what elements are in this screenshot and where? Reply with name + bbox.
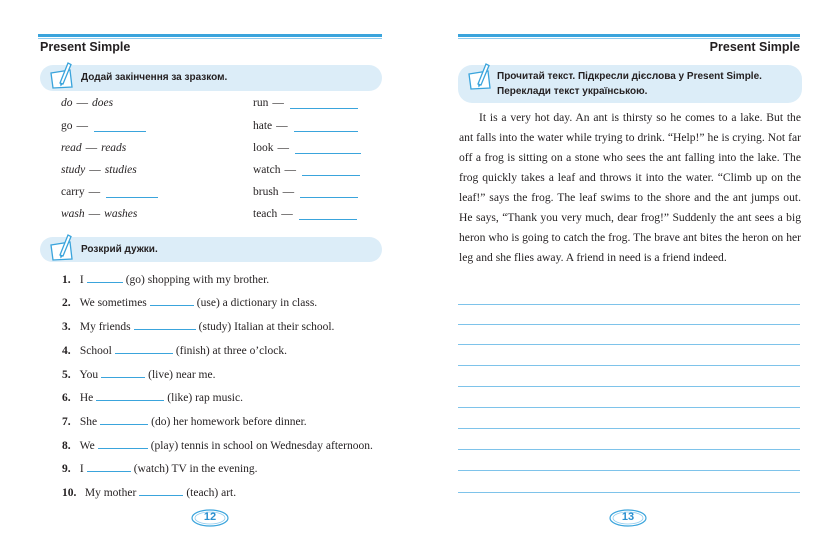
answer-blank[interactable] <box>87 272 123 283</box>
task-instruction-bar <box>40 237 382 262</box>
writing-line[interactable] <box>458 324 800 325</box>
exercise-item: 10. My mother (teach) art. <box>62 487 237 499</box>
page-number: 12 <box>190 508 230 528</box>
task-instruction: Розкрий дужки. <box>81 244 158 255</box>
pencil-paper-icon <box>46 233 76 263</box>
answer-blank[interactable] <box>139 485 183 496</box>
example-item: read — reads <box>61 142 127 154</box>
answer-blank[interactable] <box>98 438 148 449</box>
answer-blank[interactable] <box>294 120 358 132</box>
exercise-item: 4. School (finish) at three o’clock. <box>62 345 287 357</box>
example-item: go — <box>61 120 146 132</box>
example-item: look — <box>253 142 361 154</box>
exercise-item: 3. My friends (study) Italian at their school. <box>62 321 335 333</box>
header-rule-thin <box>458 38 800 39</box>
right-page <box>420 0 840 546</box>
example-item: do — does <box>61 97 114 109</box>
writing-line[interactable] <box>458 365 800 366</box>
example-item: wash — washes <box>61 208 138 220</box>
writing-line[interactable] <box>458 344 800 345</box>
answer-blank[interactable] <box>299 208 357 220</box>
example-item: study — studies <box>61 164 137 176</box>
answer-blank[interactable] <box>295 142 361 154</box>
exercise-item: 2. We sometimes (use) a dictionary in class. <box>62 297 318 309</box>
page-number: 13 <box>608 508 648 528</box>
page-title: Present Simple <box>709 40 800 54</box>
task-instruction: Додай закінчення за зразком. <box>81 72 228 83</box>
answer-blank[interactable] <box>106 186 158 198</box>
example-item: watch — <box>253 164 360 176</box>
answer-blank[interactable] <box>96 390 164 401</box>
header-rule-thin <box>38 38 382 39</box>
answer-blank[interactable] <box>101 367 145 378</box>
header-rule <box>458 34 800 37</box>
answer-blank[interactable] <box>115 343 173 354</box>
writing-line[interactable] <box>458 407 800 408</box>
pencil-paper-icon <box>46 61 76 91</box>
example-item: run — <box>253 97 358 109</box>
reading-text: It is a very hot day. An ant is thirsty so he comes to a lake. But the ant falls into the water while trying to drink. “Help!” he is crying. Not far off a frog is sitting on a stone who sees the ant falling into the lake. The frog quickly takes a leaf and throws it into the water. “Climb up on the leaf!” says the frog. The leaf swims to the shore and the ant jumps out. He says, “Thank you very much, dear frog!” Suddenly the ant sees a big heron who is going to catch the frog. The brave ant bites the heron on her leg and she flies away. A friend in need is a friend indeed. <box>459 111 801 264</box>
answer-blank[interactable] <box>94 120 146 132</box>
example-item: carry — <box>61 186 158 198</box>
writing-line[interactable] <box>458 449 800 450</box>
exercise-item: 7. She (do) her homework before dinner. <box>62 416 307 428</box>
exercise-item: 6. He (like) rap music. <box>62 392 243 404</box>
example-item: brush — <box>253 186 358 198</box>
exercise-item: 1. I (go) shopping with my brother. <box>62 274 270 286</box>
answer-blank[interactable] <box>87 461 131 472</box>
task-instruction-bar <box>458 65 802 103</box>
exercise-item: 9. I (watch) TV in the evening. <box>62 463 258 475</box>
answer-blank[interactable] <box>100 414 148 425</box>
writing-line[interactable] <box>458 428 800 429</box>
example-item: teach — <box>253 208 357 220</box>
page-title: Present Simple <box>40 40 131 54</box>
writing-line[interactable] <box>458 304 800 305</box>
answer-blank[interactable] <box>300 186 358 198</box>
writing-line[interactable] <box>458 492 800 493</box>
exercise-item: 5. You (live) near me. <box>62 369 216 381</box>
writing-line[interactable] <box>458 386 800 387</box>
answer-blank[interactable] <box>150 295 194 306</box>
pencil-paper-icon <box>464 62 494 92</box>
answer-blank[interactable] <box>290 97 358 109</box>
task-instruction-bar <box>40 65 382 91</box>
answer-blank[interactable] <box>302 164 360 176</box>
task-instruction: Прочитай текст. Підкресли дієслова у Present Simple. Переклади текст українською. <box>497 71 762 97</box>
header-rule <box>38 34 382 37</box>
writing-line[interactable] <box>458 470 800 471</box>
answer-blank[interactable] <box>134 319 196 330</box>
exercise-item: 8. We (play) tennis in school on Wednesday afternoon. <box>62 440 373 452</box>
example-item: hate — <box>253 120 358 132</box>
